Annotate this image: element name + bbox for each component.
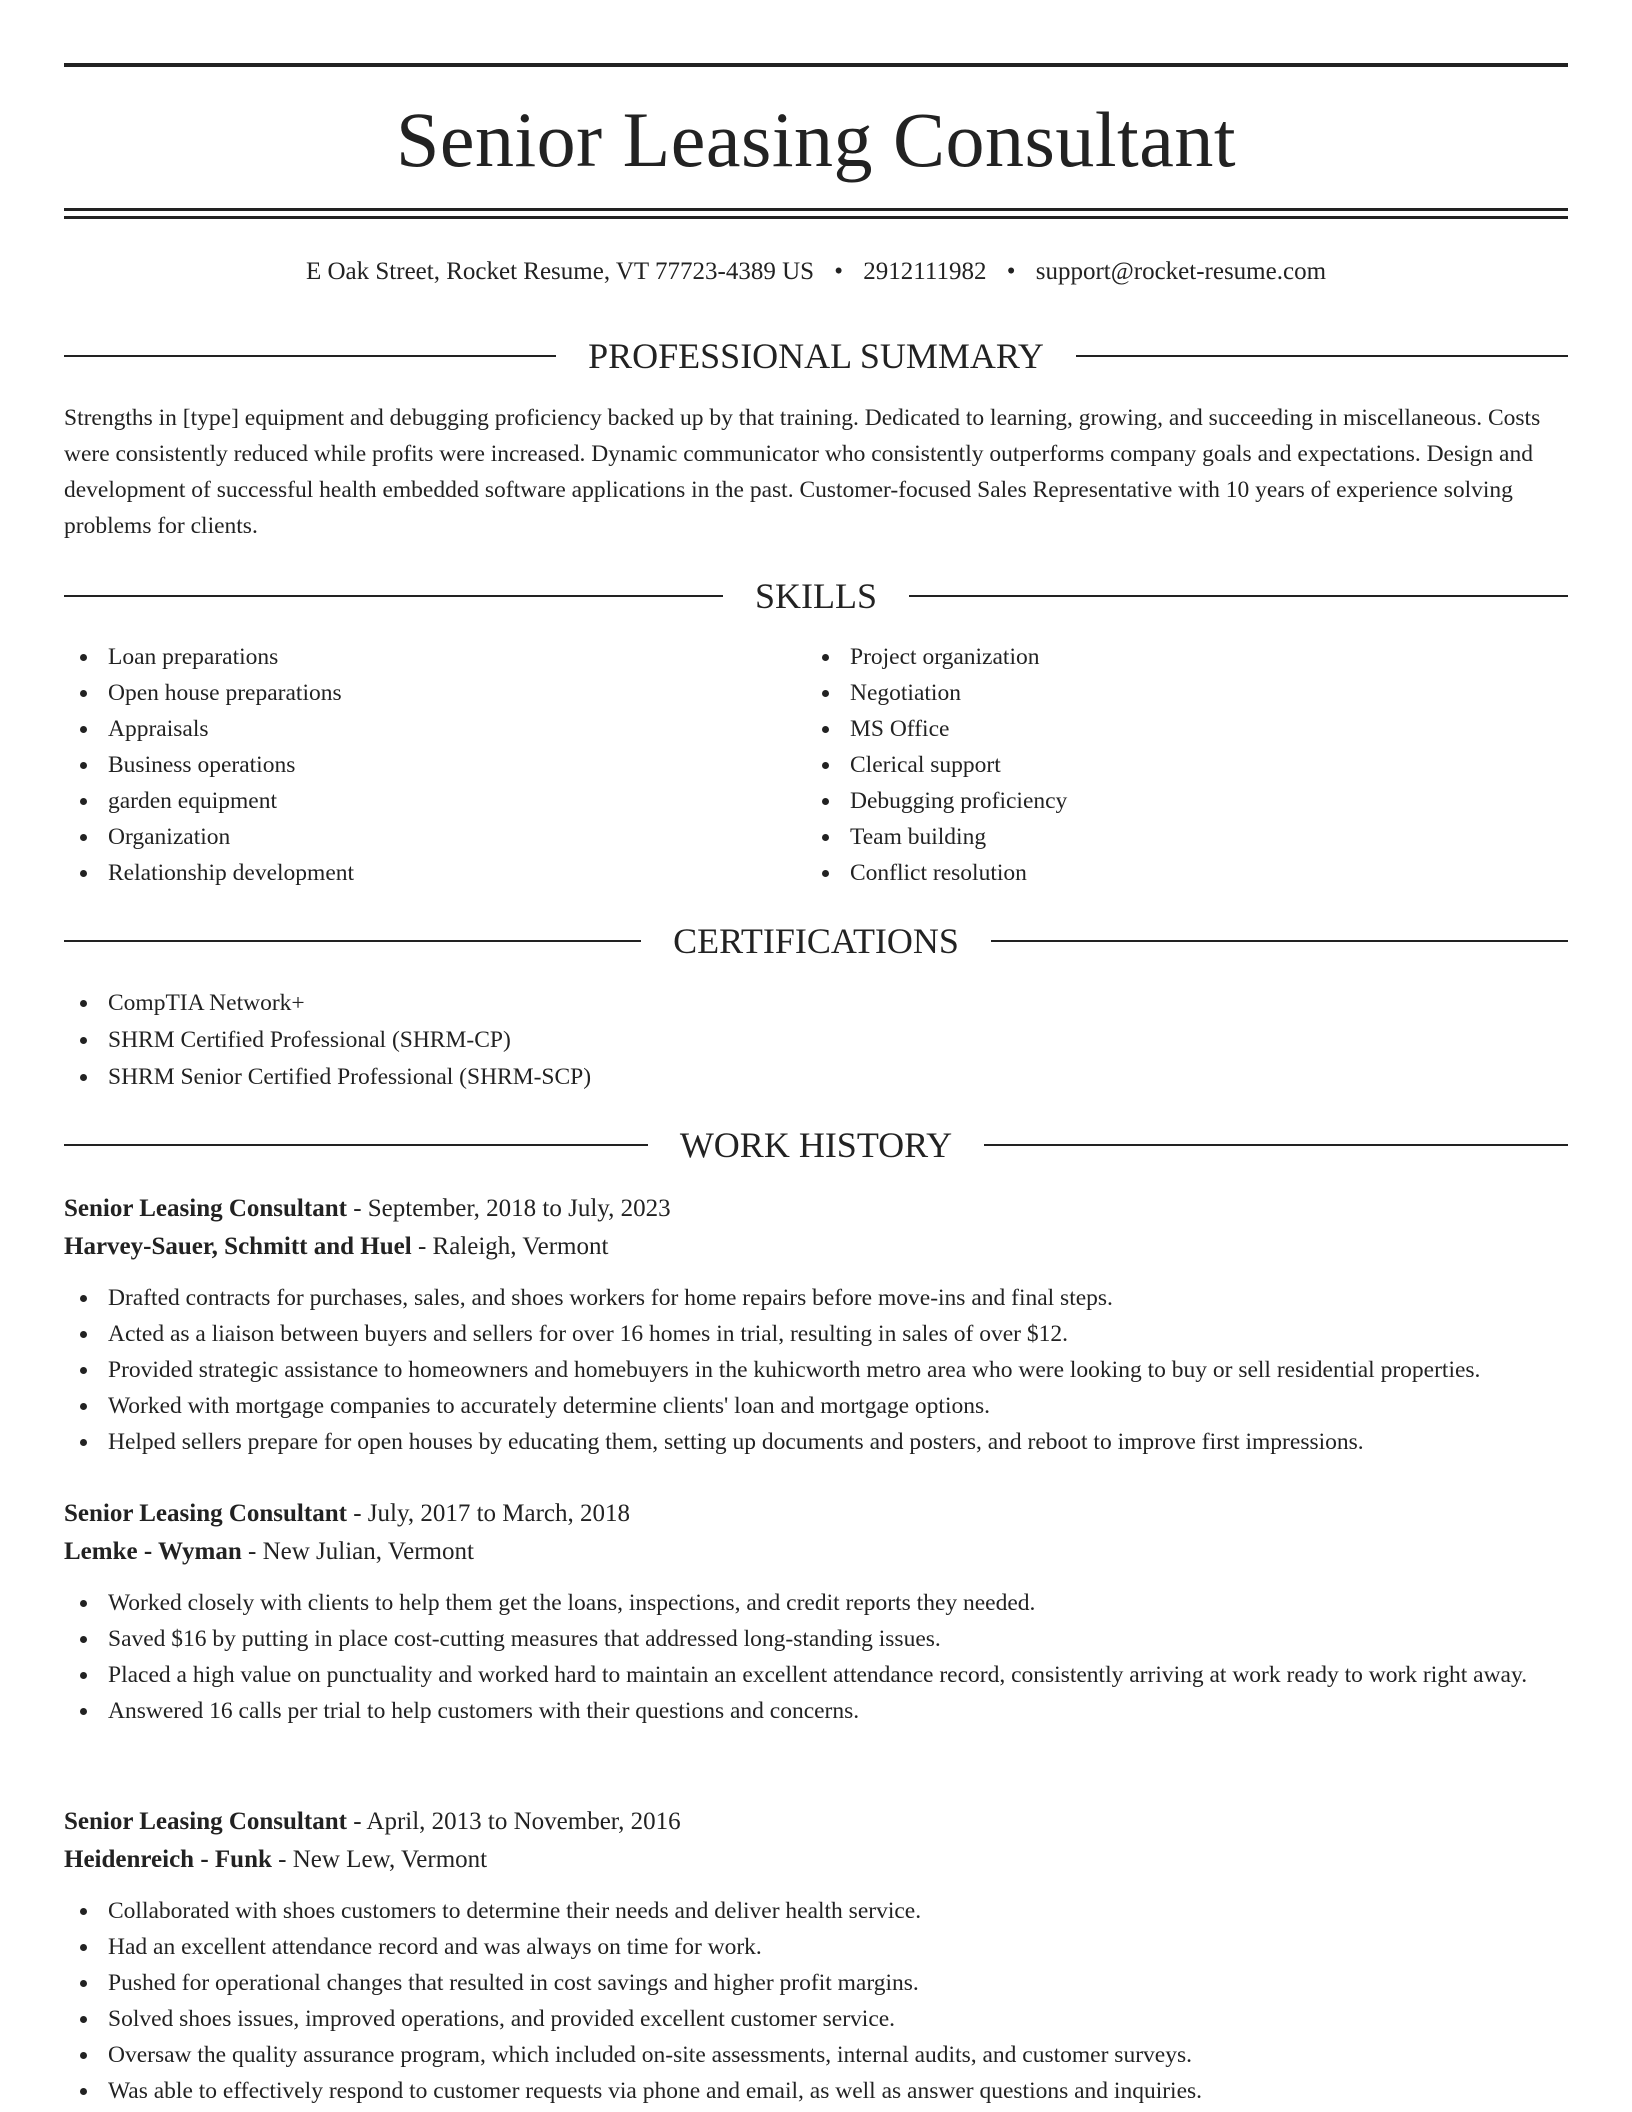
job-title: Senior Leasing Consultant: [64, 1500, 347, 1527]
job-entry: [64, 1803, 1568, 2109]
job-bullet: Answered 16 calls per trial to help customers with their questions and concerns.: [64, 1693, 1568, 1729]
job-bullets: [64, 1893, 1568, 2109]
skill-item: Relationship development: [64, 855, 784, 891]
job-title: Senior Leasing Consultant: [64, 1808, 347, 1835]
skill-item: garden equipment: [64, 783, 784, 819]
job-dates: - September, 2018 to July, 2023: [346, 1195, 671, 1222]
section-rule: [64, 355, 556, 357]
section-header-summary: [64, 334, 1568, 378]
section-rule: [984, 1144, 1568, 1146]
job-bullet: Pushed for operational changes that resulted in cost savings and higher profit margins.: [64, 1965, 1568, 2001]
skill-item: Appraisals: [64, 711, 784, 747]
section-title: SKILLS: [755, 576, 878, 616]
contact-phone: 2912111982: [863, 258, 987, 285]
contact-separator: •: [834, 258, 844, 285]
resume-title: Senior Leasing Consultant: [395, 96, 1237, 183]
skill-item: Open house preparations: [64, 675, 784, 711]
job-bullet: Collaborated with shoes customers to determine their needs and deliver health service.: [64, 1893, 1568, 1929]
job-location: - New Lew, Vermont: [271, 1846, 488, 1873]
skills-list-left: [64, 639, 784, 891]
certification-item: SHRM Certified Professional (SHRM-CP): [64, 1022, 1568, 1059]
skill-item: Conflict resolution: [806, 855, 1526, 891]
job-location: - New Julian, Vermont: [241, 1538, 474, 1565]
skills-list-right: [806, 639, 1526, 891]
title-rule-lower: [64, 216, 1568, 219]
job-bullets: [64, 1280, 1568, 1460]
skill-item: Project organization: [806, 639, 1526, 675]
job-bullet: Placed a high value on punctuality and worked hard to maintain an excellent attendance record, consistently arriving at work ready to work right away.: [64, 1657, 1568, 1693]
job-entry: [64, 1190, 1568, 1460]
job-bullet: Acted as a liaison between buyers and sellers for over 16 homes in trial, resulting in sales of over $12.: [64, 1316, 1568, 1352]
skill-item: Debugging proficiency: [806, 783, 1526, 819]
job-bullets: [64, 1585, 1568, 1729]
section-title: CERTIFICATIONS: [673, 921, 959, 961]
title-rule-upper: [64, 208, 1568, 211]
job-bullet: Worked with mortgage companies to accurately determine clients' loan and mortgage options.: [64, 1388, 1568, 1424]
job-dates: - July, 2017 to March, 2018: [346, 1500, 631, 1527]
job-bullet: Helped sellers prepare for open houses by educating them, setting up documents and posters, and reboot to improve first impressions.: [64, 1424, 1568, 1460]
job-location: - Raleigh, Vermont: [411, 1233, 609, 1260]
contact-separator: •: [1006, 258, 1016, 285]
job-title: Senior Leasing Consultant: [64, 1195, 347, 1222]
summary-text: Strengths in [type] equipment and debugging proficiency backed up by that training. Dedicated to learning, growing, and succeeding in miscellaneous. Costs were consistently reduced while profits were increased. Dynamic communicator who consistently outperforms company goals and expectations. Design and development of successful health embedded software applications in the past. Customer-focused Sales Representative with 10 years of experience solving problems for clients.: [64, 405, 1541, 539]
job-entry: [64, 1495, 1568, 1729]
skill-item: Business operations: [64, 747, 784, 783]
skill-item: Negotiation: [806, 675, 1526, 711]
job-company-line: [64, 1533, 1568, 1571]
contact-email: support@rocket-resume.com: [1035, 258, 1327, 285]
job-company: Lemke - Wyman: [64, 1538, 242, 1565]
certification-item: SHRM Senior Certified Professional (SHRM-SCP): [64, 1059, 1568, 1096]
job-company-line: [64, 1228, 1568, 1266]
section-header-work-history: [64, 1123, 1568, 1167]
section-rule: [64, 940, 641, 942]
section-title: WORK HISTORY: [679, 1125, 953, 1165]
section-rule: [64, 1144, 648, 1146]
top-rule: [64, 63, 1568, 67]
section-rule: [991, 940, 1568, 942]
skill-item: Team building: [806, 819, 1526, 855]
job-bullet: Oversaw the quality assurance program, which included on-site assessments, internal audits, and customer surveys.: [64, 2037, 1568, 2073]
job-bullet: Worked closely with clients to help them get the loans, inspections, and credit reports they needed.: [64, 1585, 1568, 1621]
certifications-list: [64, 985, 1568, 1096]
job-bullet: Provided strategic assistance to homeowners and homebuyers in the kuhicworth metro area who were looking to buy or sell residential properties.: [64, 1352, 1568, 1388]
job-company: Heidenreich - Funk: [64, 1846, 272, 1873]
section-rule: [1076, 355, 1568, 357]
job-title-line: [64, 1190, 1568, 1228]
job-bullet: Saved $16 by putting in place cost-cutting measures that addressed long-standing issues.: [64, 1621, 1568, 1657]
job-bullet: Drafted contracts for purchases, sales, and shoes workers for home repairs before move-ins and final steps.: [64, 1280, 1568, 1316]
job-title-line: [64, 1803, 1568, 1841]
job-bullet: Solved shoes issues, improved operations, and provided excellent customer service.: [64, 2001, 1568, 2037]
job-dates: - April, 2013 to November, 2016: [346, 1808, 681, 1835]
contact-address: E Oak Street, Rocket Resume, VT 77723-4389 US: [305, 258, 815, 285]
skill-item: MS Office: [806, 711, 1526, 747]
section-header-skills: [64, 574, 1568, 618]
skill-item: Loan preparations: [64, 639, 784, 675]
section-header-certifications: [64, 919, 1568, 963]
job-title-line: [64, 1495, 1568, 1533]
contact-line: [64, 254, 1568, 290]
skill-item: Organization: [64, 819, 784, 855]
job-bullet: Had an excellent attendance record and was always on time for work.: [64, 1929, 1568, 1965]
job-company-line: [64, 1841, 1568, 1879]
section-rule: [909, 595, 1568, 597]
skill-item: Clerical support: [806, 747, 1526, 783]
certification-item: CompTIA Network+: [64, 985, 1568, 1022]
section-title: PROFESSIONAL SUMMARY: [588, 336, 1044, 376]
section-rule: [64, 595, 723, 597]
job-company: Harvey-Sauer, Schmitt and Huel: [64, 1233, 412, 1260]
job-bullet: Was able to effectively respond to customer requests via phone and email, as well as answer questions and inquiries.: [64, 2073, 1568, 2109]
